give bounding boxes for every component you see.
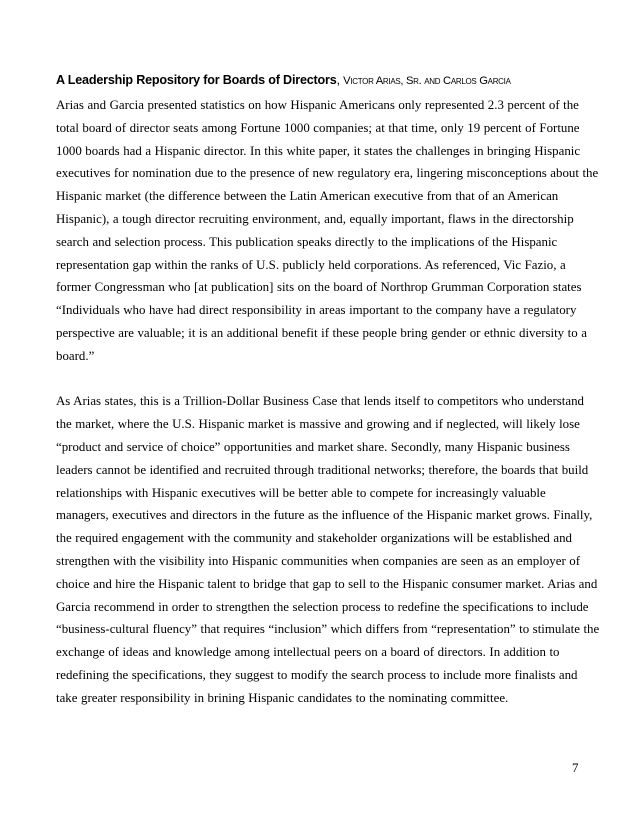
paragraph-line: choice and hire the Hispanic talent to bridge that gap to sell to the Hispanic consumer market. Arias and — [56, 576, 598, 591]
paragraph-line: relationships with Hispanic executives will be better able to compete for increasingly valuable — [56, 485, 546, 500]
paragraph-line: take greater responsibility in brining Hispanic candidates to the nominating committee. — [56, 690, 509, 705]
heading-separator: , — [336, 73, 344, 87]
paragraph-line: exchange of ideas and knowledge among intellectual peers on a board of directors. In addition to — [56, 645, 560, 660]
paragraph-line: the required engagement with the community and stakeholder organizations will be established and — [56, 531, 572, 546]
paragraph-line: former Congressman who [at publication] sits on the board of Northrop Grumman Corporation states — [56, 280, 582, 295]
paragraph-business-case — [56, 390, 600, 709]
paragraph-spacer — [56, 368, 586, 391]
paragraph-line: Arias and Garcia presented statistics on how Hispanic Americans only represented 2.3 percent of the — [56, 98, 579, 112]
paragraph-line: As Arias states, this is a Trillion-Dollar Business Case that lends itself to competitors who understand — [56, 394, 584, 409]
paragraph-line: managers, executives and directors in the future as the influence of the Hispanic market grows. Finally, — [56, 508, 593, 523]
paragraph-line: representation gap within the ranks of U.S. publicly held corporations. As referenced, Vic Fazio, a — [56, 257, 566, 272]
paragraph-line: the market, where the U.S. Hispanic market is massive and growing and if neglected, will likely lose — [56, 417, 580, 432]
paragraph-line: executives for nomination due to the presence of new regulatory era, lingering misconceptions about the — [56, 166, 599, 181]
paragraph-line: total board of director seats among Fortune 1000 companies; at that time, only 19 percent of Fortune — [56, 120, 580, 135]
paragraph-line: search and selection process. This publication speaks directly to the implications of the Hispanic — [56, 234, 558, 249]
paragraph-line: board.” — [56, 348, 95, 363]
paragraph-line: Garcia recommend in order to strengthen the selection process to redefine the specifications to include — [56, 599, 589, 614]
paragraph-line: “Individuals who have had direct responsibility in areas important to the company have a regulatory — [56, 303, 577, 318]
paragraph-line: “product and service of choice” opportunities and market share. Secondly, many Hispanic business — [56, 439, 570, 454]
paragraph-line: Hispanic), a tough director recruiting environment, and, equally important, flaws in the directorship — [56, 211, 574, 226]
paragraph-line: perspective are valuable; it is an additional benefit if these people bring gender or ethnic diversity to a — [56, 325, 587, 340]
page-content — [56, 67, 600, 710]
paragraph-statistics — [56, 94, 599, 368]
heading-authors: Victor Arias, Sr. and Carlos Garcia — [343, 75, 511, 87]
paragraph-line: redefining the specifications, they suggest to modify the search process to include more finalists and — [56, 667, 578, 682]
page-number: 7 — [572, 760, 579, 775]
paragraph-line: strengthen with the visibility into Hispanic communities when companies are seen as an employer of — [56, 553, 580, 568]
paragraph-line: “business-cultural fluency” that requires “inclusion” which differs from “representation” to stimulate the — [56, 622, 600, 637]
paragraph-line: 1000 boards had a Hispanic director. In this white paper, it states the challenges in bringing Hispanic — [56, 143, 581, 158]
paragraph-line: leaders cannot be identified and recruited through traditional networks; therefore, the boards that build — [56, 462, 589, 477]
section-heading — [56, 67, 586, 94]
heading-title: A Leadership Repository for Boards of Directors — [56, 73, 337, 87]
paragraph-line: Hispanic market (the difference between the Latin American executive from that of an American — [56, 189, 559, 204]
